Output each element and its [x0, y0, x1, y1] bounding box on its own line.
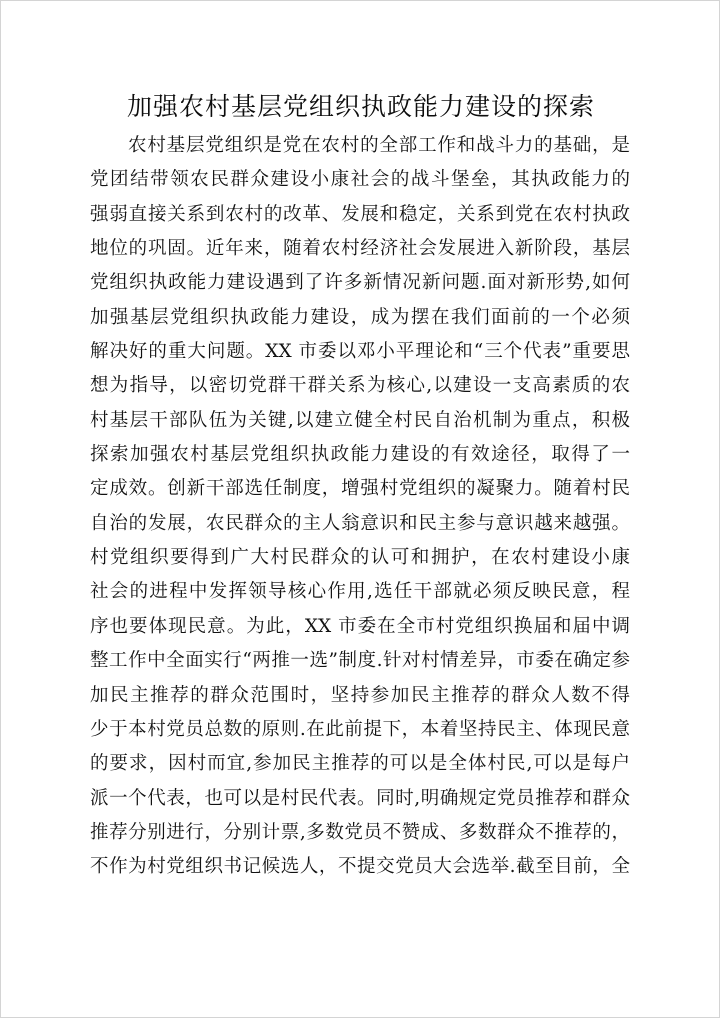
- document-body: [90, 129, 630, 885]
- body-line: 党组织执政能力建设遇到了许多新情况新问题.面对新形势,如何: [90, 272, 630, 294]
- body-line: 定成效。创新干部选任制度，增强村党组织的凝聚力。随着村民: [90, 478, 630, 500]
- body-line: 村基层干部队伍为关键,以建立健全村民自治机制为重点，积极: [90, 409, 630, 431]
- body-line: 党团结带领农民群众建设小康社会的战斗堡垒，其执政能力的: [90, 169, 630, 191]
- body-line: 不作为村党组织书记候选人，不提交党员大会选举.截至目前，全: [90, 856, 630, 878]
- body-line: 地位的巩固。近年来，随着农村经济社会发展进入新阶段，基层: [90, 238, 630, 260]
- body-line: 推荐分别进行，分别计票,多数党员不赞成、多数群众不推荐的，: [90, 821, 630, 843]
- body-line: 少于本村党员总数的原则.在此前提下，本着坚持民主、体现民意: [90, 718, 630, 740]
- body-line: 整工作中全面实行“两推一选”制度.针对村情差异，市委在确定参: [90, 650, 630, 672]
- body-line: 派一个代表，也可以是村民代表。同时,明确规定党员推荐和群众: [90, 787, 630, 809]
- body-line: 加民主推荐的群众范围时，坚持参加民主推荐的群众人数不得: [90, 684, 630, 706]
- document-title: 加强农村基层党组织执政能力建设的探索: [126, 92, 595, 121]
- body-line: 强弱直接关系到农村的改革、发展和稳定，关系到党在农村执政: [90, 203, 630, 225]
- body-line: 想为指导，以密切党群干群关系为核心,以建设一支高素质的农: [90, 375, 630, 397]
- body-line: 村党组织要得到广大村民群众的认可和拥护，在农村建设小康: [90, 547, 630, 569]
- body-line: 解决好的重大问题。XX 市委以邓小平理论和“三个代表”重要思: [90, 341, 630, 363]
- body-line: 加强基层党组织执政能力建设，成为摆在我们面前的一个必须: [90, 306, 630, 328]
- body-line: 农村基层党组织是党在农村的全部工作和战斗力的基础，是: [128, 135, 630, 156]
- body-line: 自治的发展，农民群众的主人翁意识和民主参与意识越来越强。: [90, 512, 630, 534]
- body-line: 探索加强农村基层党组织执政能力建设的有效途径，取得了一: [90, 444, 630, 466]
- body-line: 的要求，因村而宜,参加民主推荐的可以是全体村民,可以是每户: [90, 753, 630, 775]
- body-line: 社会的进程中发挥领导核心作用,选任干部就必须反映民意，程: [90, 581, 630, 603]
- body-line: 序也要体现民意。为此，XX 市委在全市村党组织换届和届中调: [90, 615, 630, 637]
